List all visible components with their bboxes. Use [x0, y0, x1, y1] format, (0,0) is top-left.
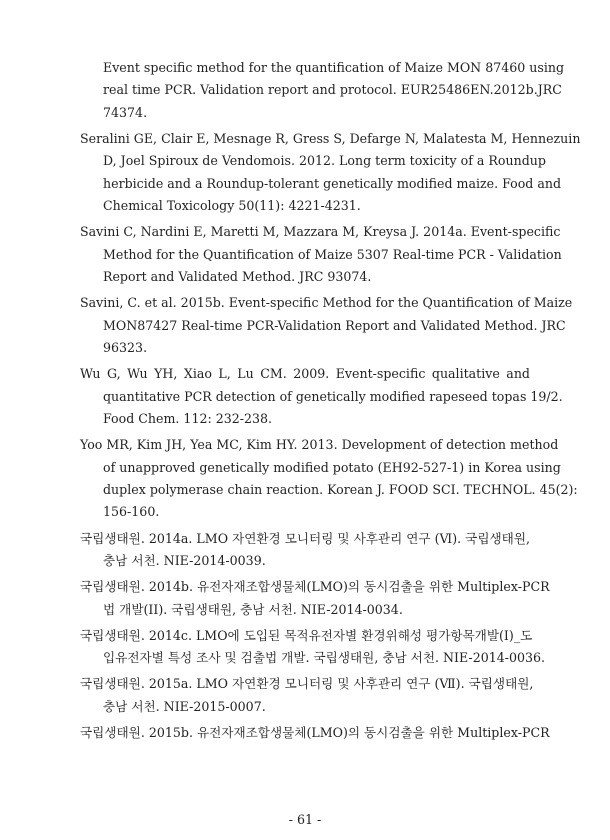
reference-line: 156-160. — [103, 504, 160, 520]
reference-line: herbicide and a Roundup-tolerant genetically modified maize. Food and — [103, 175, 562, 191]
reference-entry — [80, 673, 534, 718]
reference-line: Seralini GE, Clair E, Mesnage R, Gress S, Defarge N, Malatesta M, Hennezuin — [80, 130, 581, 146]
reference-line: Yoo MR, Kim JH, Yea MC, Kim HY. 2013. Development of detection method — [80, 437, 559, 453]
reference-line: real time PCR. Validation report and protocol. EUR25486EN.2012b.JRC — [103, 82, 562, 98]
reference-entry — [80, 528, 530, 573]
reference-line: D, Joel Spiroux de Vendomois. 2012. Long term toxicity of a Roundup — [103, 153, 546, 169]
page-number: - 61 - — [288, 812, 322, 827]
reference-line: 국립생태원. 2014b. 유전자재조합생물체(LMO)의 동시검출을 위한 Multiplex-PCR — [80, 579, 550, 595]
reference-line: 충남 서천. NIE-2014-0039. — [103, 552, 266, 568]
reference-line: Chemical Toxicology 50(11): 4221-4231. — [103, 198, 361, 214]
reference-line: Food Chem. 112: 232-238. — [103, 411, 273, 427]
reference-entry — [80, 363, 563, 430]
reference-line: of unapproved genetically modified potato (EH92-527-1) in Korea using — [103, 459, 561, 475]
reference-line: Wu G, Wu YH, Xiao L, Lu CM. 2009. Event-specific qualitative and — [80, 366, 530, 382]
reference-line: 74374. — [103, 104, 148, 120]
reference-entry — [80, 128, 581, 218]
reference-line: Method for the Quantification of Maize 5307 Real-time PCR - Validation — [103, 246, 562, 262]
reference-line: 국립생태원. 2014c. LMO에 도입된 목적유전자별 환경위해성 평가항목개발(Ⅰ)_도 — [80, 627, 533, 643]
reference-entry — [80, 292, 573, 359]
reference-line: MON87427 Real-time PCR-Validation Report and Validated Method. JRC — [103, 317, 566, 333]
reference-line: 96323. — [103, 340, 148, 356]
reference-entry — [80, 434, 578, 524]
reference-entry — [80, 625, 546, 670]
reference-line: 국립생태원. 2015a. LMO 자연환경 모니터링 및 사후관리 연구 (Ⅶ). 국립생태원, — [80, 676, 534, 692]
reference-line: 국립생태원. 2015b. 유전자재조합생물체(LMO)의 동시검출을 위한 Multiplex-PCR — [80, 724, 550, 740]
reference-line: 법 개발(II). 국립생태원, 충남 서천. NIE-2014-0034. — [103, 601, 403, 617]
reference-line: 입유전자별 특성 조사 및 검출법 개발. 국립생태원, 충남 서천. NIE-2014-0036. — [103, 650, 546, 666]
reference-line: Report and Validated Method. JRC 93074. — [103, 269, 372, 285]
reference-line: Savini C, Nardini E, Maretti M, Mazzara M, Kreysa J. 2014a. Event-specific — [80, 224, 561, 240]
reference-line: 국립생태원. 2014a. LMO 자연환경 모니터링 및 사후관리 연구 (Ⅵ). 국립생태원, — [80, 530, 530, 546]
reference-line: 충남 서천. NIE-2015-0007. — [103, 698, 266, 714]
reference-line: Savini, C. et al. 2015b. Event-specific Method for the Quantification of Maize — [80, 295, 573, 311]
reference-line: quantitative PCR detection of genetically modified rapeseed topas 19/2. — [103, 388, 563, 404]
reference-line: duplex polymerase chain reaction. Korean J. FOOD SCI. TECHNOL. 45(2): — [103, 482, 578, 498]
reference-entry — [80, 57, 565, 124]
reference-line: Event specific method for the quantification of Maize MON 87460 using — [103, 60, 565, 75]
reference-list — [80, 57, 581, 748]
reference-entry — [80, 221, 562, 288]
reference-entry — [80, 722, 550, 744]
reference-entry — [80, 576, 550, 621]
